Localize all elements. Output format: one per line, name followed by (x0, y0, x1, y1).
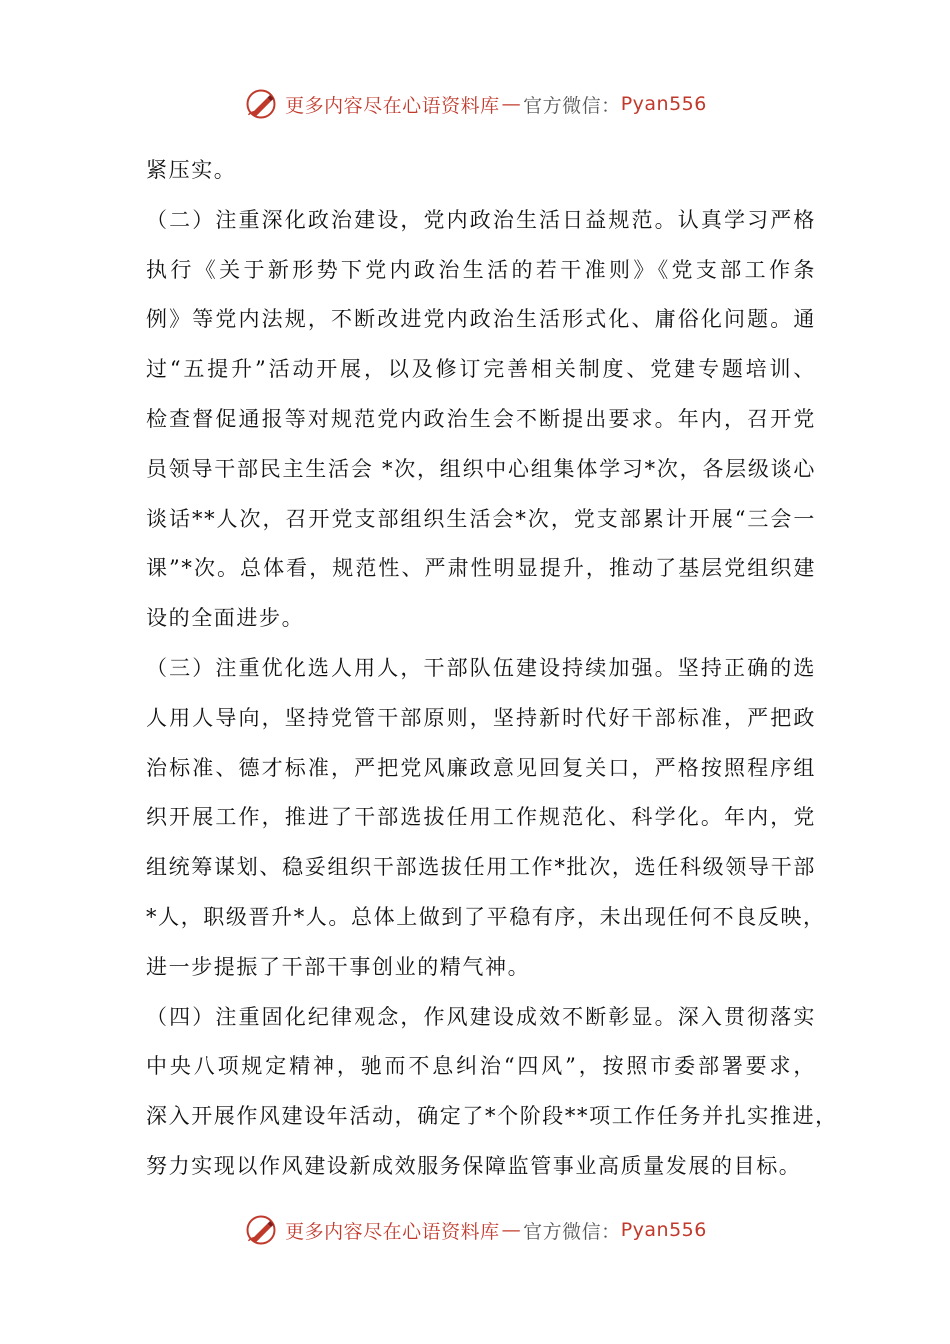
text-line: 治标准、德才标准，严把党风廉政意见回复关口，严格按照程序组 (146, 755, 816, 780)
paragraph-1 (146, 196, 816, 644)
text-line: 人用人导向，坚持党管干部原则，坚持新时代好干部标准，严把政 (146, 705, 816, 730)
paragraph-0 (146, 146, 816, 196)
document-body (146, 146, 838, 1192)
pen-logo-icon (243, 86, 279, 122)
banner-wechat-id: Pyan556 (620, 1219, 707, 1241)
paragraph-3 (146, 993, 838, 1192)
text-line: 过“五提升”活动开展，以及修订完善相关制度、党建专题培训、 (146, 357, 816, 382)
text-line: （三）注重优化选人用人，干部队伍建设持续加强。坚持正确的选 (146, 655, 816, 680)
text-line: 谈话**人次，召开党支部组织生活会*次，党支部累计开展“三会一 (146, 506, 816, 531)
banner-text-main: 更多内容尽在心语资料库 (285, 94, 500, 117)
text-line: 织开展工作，推进了干部选拔任用工作规范化、科学化。年内，党 (146, 805, 816, 830)
text-line: 执行《关于新形势下党内政治生活的若干准则》《党支部工作条 (146, 257, 816, 282)
text-line: 设的全面进步。 (146, 606, 305, 631)
text-line: 例》等党内法规，不断改进党内政治生活形式化、庸俗化问题。通 (146, 307, 816, 332)
banner-text-main: 更多内容尽在心语资料库 (285, 1220, 500, 1243)
paragraph-2 (146, 644, 826, 993)
pen-logo-icon (243, 1212, 279, 1248)
text-line: （二）注重深化政治建设，党内政治生活日益规范。认真学习严格 (146, 207, 816, 232)
text-line: 深入开展作风建设年活动，确定了*个阶段**项工作任务并扎实推进， (146, 1104, 838, 1129)
banner-wechat-id: Pyan556 (620, 93, 707, 115)
text-line: 紧压实。 (146, 158, 237, 182)
banner-text-wechat-label: 官方微信： (523, 94, 621, 117)
footer-banner (0, 1210, 950, 1250)
header-banner (0, 84, 950, 124)
text-line: *人，职级晋升*人。总体上做到了平稳有序，未出现任何不良反映， (146, 904, 826, 929)
text-line: 中央八项规定精神，驰而不息纠治“四风”，按照市委部署要求， (146, 1054, 816, 1079)
text-line: （四）注重固化纪律观念，作风建设成效不断彰显。深入贯彻落实 (146, 1004, 816, 1029)
banner-text-wechat-label: 官方微信： (523, 1220, 621, 1243)
text-line: 进一步提振了干部干事创业的精气神。 (146, 954, 531, 979)
text-line: 课”*次。总体看，规范性、严肃性明显提升，推动了基层党组织建 (146, 556, 816, 581)
banner-dash: — (501, 93, 522, 115)
text-line: 组统筹谋划、稳妥组织干部选拔任用工作*批次，选任科级领导干部 (146, 855, 816, 880)
banner-dash: — (501, 1219, 522, 1241)
text-line: 员领导干部民主生活会 *次，组织中心组集体学习*次，各层级谈心 (146, 456, 816, 481)
text-line: 检查督促通报等对规范党内政治生会不断提出要求。年内，召开党 (146, 406, 816, 431)
text-line: 努力实现以作风建设新成效服务保障监管事业高质量发展的目标。 (146, 1153, 802, 1178)
